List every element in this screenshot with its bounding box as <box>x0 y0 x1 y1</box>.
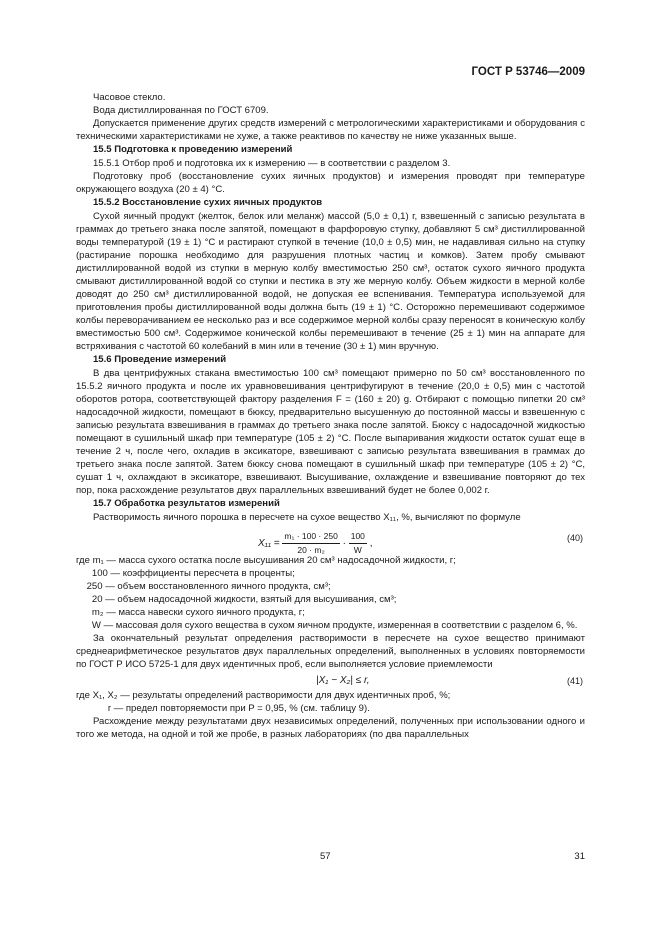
formula-tail: , <box>369 538 373 550</box>
definition-item <box>76 593 585 606</box>
definitions-list <box>76 689 585 715</box>
definition-term: 250 — <box>76 581 118 592</box>
paragraph: В два центрифужных стакана вместимостью 100 см³ помещают примерно по 50 см³ восстановленного по 15.5.2 яичного продукта и после их уравновешивания центрифугируют в течение (20,0 ± 0,5) мин с частотой оборотов ротора, соответствующей фактору разделения F = (160 ± 20) g. Отбирают с помощью пипетки 20 см³ надосадочной жидкости, помещают в бюксу, предварительно высушенную до постоянной массы и взвешенную с записью результата взвешивания в граммах до третьего знака после запятой. Бюксу с надосадочной жидкостью помещают в сушильный шкаф при температуре (105 ± 2) °С. После выпаривания жидкости остаток сушат еще в течение 2 ч, после чего, охладив в эксикаторе, взвешивают с записью результата взвешивания в граммах до третьего знака после запятой. Затем бюксу снова помещают в сушильный шкаф при температуре (105 ± 2) °С, сушат 1 ч, охлаждают в эксикаторе, взвешивают. Высушивание, охлаждение и взвешивание повторяют до тех пор, пока расхождение результатов двух параллельных взвешиваний будет не более 0,002 г. <box>76 368 585 496</box>
paragraph: За окончательный результат определения растворимости в пересчете на сухое вещество принимают среднеарифметическое результатов двух параллельных определений, выполненных в условиях повторяемости по ГОСТ Р ИСО 5725-1 для двух идентичных проб, если выполняется условие приемлемости <box>76 633 585 670</box>
definition-item <box>76 689 585 702</box>
definition-term: m₂ — <box>76 607 119 618</box>
page-number-right: 31 <box>574 851 585 862</box>
definition-item <box>76 606 585 619</box>
definition-item <box>76 567 585 580</box>
definition-term: 20 — <box>76 594 118 605</box>
section-heading: 15.6 Проведение измерений <box>93 354 227 365</box>
paragraph: Подготовку проб (восстановление сухих яичных продуктов) и измерения проводят при температуре окружающего воздуха (20 ± 4) °С. <box>76 171 585 195</box>
definition-term: W — <box>76 620 116 631</box>
definition-term: r — <box>76 703 126 714</box>
definition-item <box>76 702 585 715</box>
definition-text: масса сухого остатка после высушивания 20 см³ надосадочной жидкости, г; <box>118 555 456 566</box>
formula-expression: |X₁ − X₂| ≤ r, <box>316 675 370 686</box>
section-heading: 15.5 Подготовка к проведению измерений <box>93 144 293 155</box>
intro-paragraph: Допускается применение других средств измерений с метрологическими характеристиками и оборудования с техническими характеристиками не хуже, а также реактивов по качеству не ниже указанных выше. <box>76 118 585 142</box>
formula-operator: · <box>342 538 346 550</box>
definition-text: коэффициенты пересчета в проценты; <box>122 568 295 579</box>
section-heading: 15.5.2 Восстановление сухих яичных продуктов <box>93 197 323 208</box>
fraction-denominator: 20 · m₂ <box>297 545 325 555</box>
definition-item <box>76 580 585 593</box>
definition-item <box>76 619 585 632</box>
paragraph: Сухой яичный продукт (желток, белок или меланж) массой (5,0 ± 0,1) г, взвешенный с записью результата в граммах до третьего знака после запятой, помещают в фарфоровую ступку, добавляют 5 см³ дистиллированной воды температурой (19 ± 1) °С и растирают ступкой в течение (10,0 ± 0,5) мин, не надавливая сильно на ступку (растирание порошка необходимо для разрушения плотных частиц и комков). Затем пробу смывают дистиллированной водой из ступки в мерную колбу вместимостью 250 см³, остаток сухого яичного продукта смывают дистиллированной водой со ступки и пестика в эту же мерную колбу. Объем жидкости в мерной колбе доводят до 250 см³ дистиллированной водой, не допуская ее вспенивания. Температура используемой для приготовления пробы дистиллированной воды должна быть (19 ± 1) °С. Осторожно перемешивают содержимое колбы переворачиванием ее несколько раз и все содержимое мерной колбы сразу переносят в коническую колбу вместимостью 500 см³. Содержимое конической колбы перемешивают в течение (25 ± 1) мин на аппарате для встряхивания с частотой 60 колебаний в мин или в течение (30 ± 1) мин вручную. <box>76 211 585 352</box>
fraction <box>282 530 339 557</box>
document-body <box>76 91 585 741</box>
definition-text: предел повторяемости при P = 0,95, % (см. таблицу 9). <box>125 703 370 714</box>
fraction-numerator: 100 <box>349 530 367 544</box>
definition-term: где m₁ — <box>76 555 119 566</box>
fraction-denominator: W <box>353 545 362 555</box>
definition-text: масса навески сухого яичного продукта, г; <box>118 607 305 618</box>
paragraph: Расхождение между результатами двух независимых определений, полученных при использовании одного и того же метода, на одной и той же пробе, в разных лабораториях (по два параллельных <box>76 716 585 740</box>
section-heading: 15.7 Обработка результатов измерений <box>93 498 280 509</box>
paragraph: 15.5.1 Отбор проб и подготовка их к измерению — в соответствии с разделом 3. <box>93 158 451 169</box>
intro-line: Часовое стекло. <box>93 92 166 103</box>
definition-term: 100 — <box>76 568 123 579</box>
formula-40 <box>76 524 585 554</box>
definition-text: результаты определений растворимости для двух идентичных проб, %; <box>132 690 451 701</box>
definition-text: объем восстановленного яичного продукта, см³; <box>117 581 331 592</box>
definition-text: объем надосадочной жидкости, взятый для высушивания, см³; <box>117 594 397 605</box>
intro-line: Вода дистиллированная по ГОСТ 6709. <box>93 105 269 116</box>
definitions-list <box>76 554 585 632</box>
paragraph: Растворимость яичного порошка в пересчете на сухое вещество X₁₁, %, вычисляют по формуле <box>93 512 521 523</box>
definition-term: где X₁, X₂ — <box>76 690 133 701</box>
fraction-numerator: m₁ · 100 · 250 <box>282 530 339 544</box>
fraction <box>349 530 367 557</box>
formula-number: (41) <box>566 676 583 686</box>
formula-number: (40) <box>566 533 583 543</box>
document-header: ГОСТ Р 53746—2009 <box>471 66 585 78</box>
page-number-center: 57 <box>320 851 331 862</box>
formula-lhs: X₁₁ = <box>258 538 280 550</box>
definition-text: массовая доля сухого вещества в сухом яичном продукте, измеренная в соответствии с разделом 6, %. <box>115 620 578 631</box>
formula-41 <box>76 671 585 689</box>
